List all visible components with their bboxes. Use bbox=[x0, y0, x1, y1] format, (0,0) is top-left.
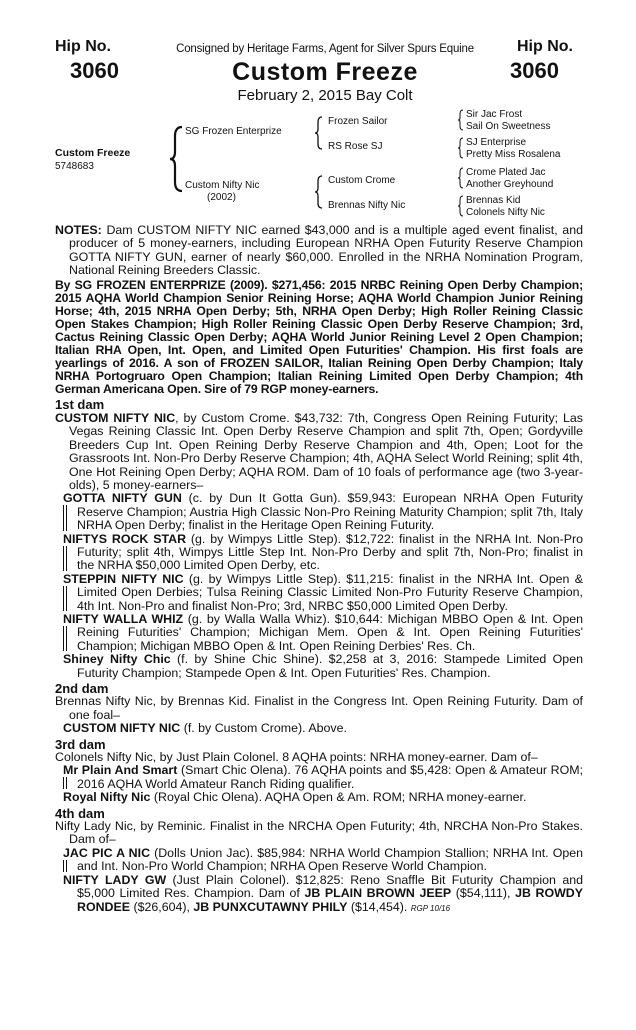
produce-text: (g. by Wimpys Little Step). $11,215: finalist in the NRHA Int. Open & Limited Open Derbies; Tulsa Reining Classic Limited Non-Pro Futurity Reserve Champion, 4th Int. Non-Pro and finalist Non-Pro; 3rd, NRBC $50,000 Limited Open Derby. bbox=[77, 571, 583, 613]
first-dam-text: , by Custom Crome. $43,732: 7th, Congress Open Reining Futurity; Las Vegas Reining Classic Int. Open Derby Reserve Champion and split 7th, Open; Gordyville Breeders Cup Int. Open Reining Derby Reserve Champion and 4th, Open; Loot for the Grassroots Int. Non-Pro Derby Reserve Champion; 4th, AQHA Select World Reining; split 4th, One Hot Reining Open Derby; AQHA ROM. Dam of 10 foals of performance age (two 3-year-olds), 5 money-earners– bbox=[69, 410, 583, 492]
hip-number-right: 3060 bbox=[510, 58, 559, 83]
produce-entry bbox=[55, 722, 583, 735]
produce-marker bbox=[63, 777, 67, 789]
second-dam-heading: 2nd dam bbox=[55, 681, 109, 696]
hip-number-left: 3060 bbox=[70, 58, 119, 83]
pedigree-brace-g2 bbox=[456, 136, 466, 160]
pedigree-g7: Brennas Kid bbox=[466, 195, 521, 206]
produce-marker bbox=[63, 626, 67, 651]
produce-name: Shiney Nifty Chic bbox=[63, 652, 171, 667]
produce-marker bbox=[63, 860, 67, 872]
produce-entry bbox=[55, 492, 583, 532]
pedigree-brace-g1 bbox=[456, 108, 466, 132]
grand-produce-name: JB ROWDY RONDEE bbox=[77, 886, 584, 914]
grand-produce-name: JB PLAIN BROWN JEEP bbox=[304, 886, 452, 901]
catalog-body bbox=[55, 224, 583, 915]
produce-marker bbox=[63, 546, 67, 571]
produce-entry bbox=[55, 874, 583, 915]
pedigree-g3: SJ Enterprise bbox=[466, 137, 527, 148]
first-dam-heading: 1st dam bbox=[55, 397, 105, 413]
grand-produce-earnings: ($26,604), bbox=[130, 899, 194, 914]
fourth-dam-heading: 4th dam bbox=[55, 805, 105, 821]
hip-label-right: Hip No. bbox=[517, 38, 573, 55]
produce-text: (g. by Wimpys Little Step). $12,722: finalist in the NRHA Int. Non-Pro Futurity; split 4th, Wimpys Little Step Int. Non-Pro Derby and split 7th, Non-Pro; finalist in the NRHA $50,000 Limited Open Derby, etc. bbox=[77, 531, 584, 573]
horse-name-title: Custom Freeze bbox=[232, 58, 418, 86]
produce-entry bbox=[55, 573, 583, 613]
produce-entry bbox=[55, 847, 583, 874]
produce-name: CUSTOM NIFTY NIC bbox=[63, 721, 181, 736]
produce-name: Mr Plain And Smart bbox=[63, 763, 178, 778]
pedigree-g5: Crome Plated Jac bbox=[466, 167, 546, 178]
pedigree-g1: Sir Jac Frost bbox=[466, 109, 523, 120]
produce-text: (Just Plain Colonel). $12,825: Reno Snaffle Bit Futurity Champion and $5,000 Limited Res. Champion. Dam of bbox=[77, 872, 583, 901]
produce-text: (Royal Chic Olena). AQHA Open & Am. ROM; NRHA money-earner. bbox=[150, 790, 527, 805]
hip-label-left: Hip No. bbox=[55, 38, 111, 55]
pedigree-sire-sire: Frozen Sailor bbox=[328, 116, 388, 127]
produce-name: STEPPIN NIFTY NIC bbox=[63, 571, 184, 586]
produce-name: NIFTY WALLA WHIZ bbox=[63, 611, 184, 626]
pedigree-dam-year: (2002) bbox=[207, 192, 236, 203]
produce-text: (f. by Custom Crome). Above. bbox=[180, 721, 347, 736]
rgp-footer: RGP 10/16 bbox=[410, 903, 451, 913]
pedigree-brace-g3 bbox=[456, 166, 466, 190]
consignor-line: Consigned by Heritage Farms, Agent for Silver Spurs Equine bbox=[176, 43, 474, 55]
first-dam-paragraph bbox=[55, 412, 583, 492]
third-dam-paragraph: Colonels Nifty Nic, by Just Plain Colonel. 8 AQHA points: NRHA money-earner. Dam of– bbox=[55, 750, 538, 765]
pedigree-sire-dam: RS Rose SJ bbox=[328, 141, 383, 152]
third-dam-heading: 3rd dam bbox=[55, 736, 106, 752]
grand-produce-name: JB PUNXCUTAWNY PHILY bbox=[193, 899, 348, 914]
produce-name: NIFTYS ROCK STAR bbox=[63, 531, 187, 546]
pedigree-g6: Another Greyhound bbox=[466, 179, 554, 190]
pedigree-brace-g4 bbox=[456, 194, 466, 218]
pedigree-dam-sire: Custom Crome bbox=[328, 175, 396, 186]
pedigree-brace-sire bbox=[313, 115, 327, 151]
fourth-dam-paragraph: Nifty Lady Nic, by Reminic. Finalist in the NRCHA Open Futurity; 4th, NRCHA Non-Pro Stakes. Dam of– bbox=[55, 819, 583, 847]
produce-text: (Smart Chic Olena). 76 AQHA points and $5,428: Open & Amateur ROM; 2016 AQHA World Amateur Ranch Riding qualifier. bbox=[77, 763, 584, 791]
notes-paragraph bbox=[55, 224, 583, 278]
notes-text: Dam CUSTOM NIFTY NIC earned $43,000 and is a multiple aged event finalist, and producer of 5 money-earners, including European NRHA Open Futurity Reserve Champion GOTTA NIFTY GUN, earner of nearly $60,000. Enrolled in the NRHA Nomination Program, National Reining Breeders Classic. bbox=[69, 223, 583, 278]
grand-produce-earnings: ($54,111), bbox=[451, 886, 511, 901]
produce-text: (c. by Dun It Gotta Gun). $59,943: European NRHA Open Futurity Reserve Champion; Austria High Classic Non-Pro Reining Maturity Champion; split 7th, Italy NRHA Open Derby; finalist in the Heritage Open Reining Futurity. bbox=[77, 491, 583, 533]
produce-marker bbox=[63, 586, 67, 611]
produce-name: GOTTA NIFTY GUN bbox=[63, 491, 182, 506]
pedigree-dam: Custom Nifty Nic bbox=[185, 180, 260, 191]
produce-entry bbox=[55, 613, 583, 653]
produce-text: (f. by Shine Chic Shine). $2,258 at 3, 2016: Stampede Limited Open Futurity Champion; Stampede Open & Int. Open Futurities' Res. Champion. bbox=[77, 652, 583, 680]
second-dam-paragraph: Brennas Nifty Nic, by Brennas Kid. Finalist in the Congress Int. Open Reining Futurity. Dam of one foal– bbox=[55, 694, 583, 722]
pedigree-horse: Custom Freeze bbox=[55, 147, 131, 159]
produce-text: (g. by Walla Walla Whiz). $10,644: Michigan MBBO Open & Int. Open Reining Futurities' Champion; Michigan Mem. Open & Int. Open Reining Futurities' Champion; Michigan MBBO Open & Int. Open Reining Derbies' Res. Ch. bbox=[77, 611, 583, 653]
produce-entry bbox=[55, 653, 583, 680]
pedigree-reg-number: 5748683 bbox=[55, 161, 94, 172]
grand-produce-earnings: ($14,454). bbox=[347, 899, 408, 914]
pedigree-dam-dam: Brennas Nifty Nic bbox=[328, 200, 406, 211]
produce-marker bbox=[63, 505, 67, 530]
sire-paragraph: By SG FROZEN ENTERPRIZE (2009). $271,456: 2015 NRBC Reining Open Derby Champion; 2015 AQHA World Champion Senior Reining Horse; AQHA World Champion Junior Reining Horse; 4th, 2015 NRHA Open Derby; 5th, NRHA Open Derby; High Roller Reining Classic Open Stakes Champion; High Roller Reining Classic Open Derby Reserve Champion; 3rd, Cactus Reining Classic Open Derby; AQHA World Junior Reining Level 2 Open Champion; Italian RHA Open, Int. Open, and Limited Open Futurities' Champion. His first foals are yearlings of 2016. A son of FROZEN SAILOR, Italian Reining Open Derby Champion; Italy NRHA Portogruaro Open Champion; Italian Reining Limited Open Derby Champion; 4th German Americana Open. Sire of 79 RGP money-earners. bbox=[55, 277, 583, 397]
produce-name: JAC PIC A NIC bbox=[63, 845, 151, 860]
pedigree-g4: Pretty Miss Rosalena bbox=[466, 149, 561, 160]
produce-entry bbox=[55, 533, 583, 573]
pedigree-g2: Sail On Sweetness bbox=[466, 121, 551, 132]
produce-entry bbox=[55, 791, 583, 804]
pedigree-brace-dam bbox=[313, 174, 327, 210]
pedigree-g8: Colonels Nifty Nic bbox=[466, 207, 545, 218]
produce-name: Royal Nifty Nic bbox=[63, 790, 151, 805]
pedigree-sire: SG Frozen Enterprize bbox=[185, 126, 282, 137]
produce-text: (Dolls Union Jac). $85,984: NRHA World Champion Stallion; NRHA Int. Open and Int. Non-Pro World Champion; NRHA Open Reserve World Champion. bbox=[77, 845, 584, 874]
produce-entry bbox=[55, 764, 583, 791]
foaled-line: February 2, 2015 Bay Colt bbox=[237, 87, 413, 104]
first-dam-name: CUSTOM NIFTY NIC bbox=[55, 410, 176, 425]
notes-label: NOTES: bbox=[55, 223, 102, 237]
produce-name: NIFTY LADY GW bbox=[63, 872, 167, 887]
